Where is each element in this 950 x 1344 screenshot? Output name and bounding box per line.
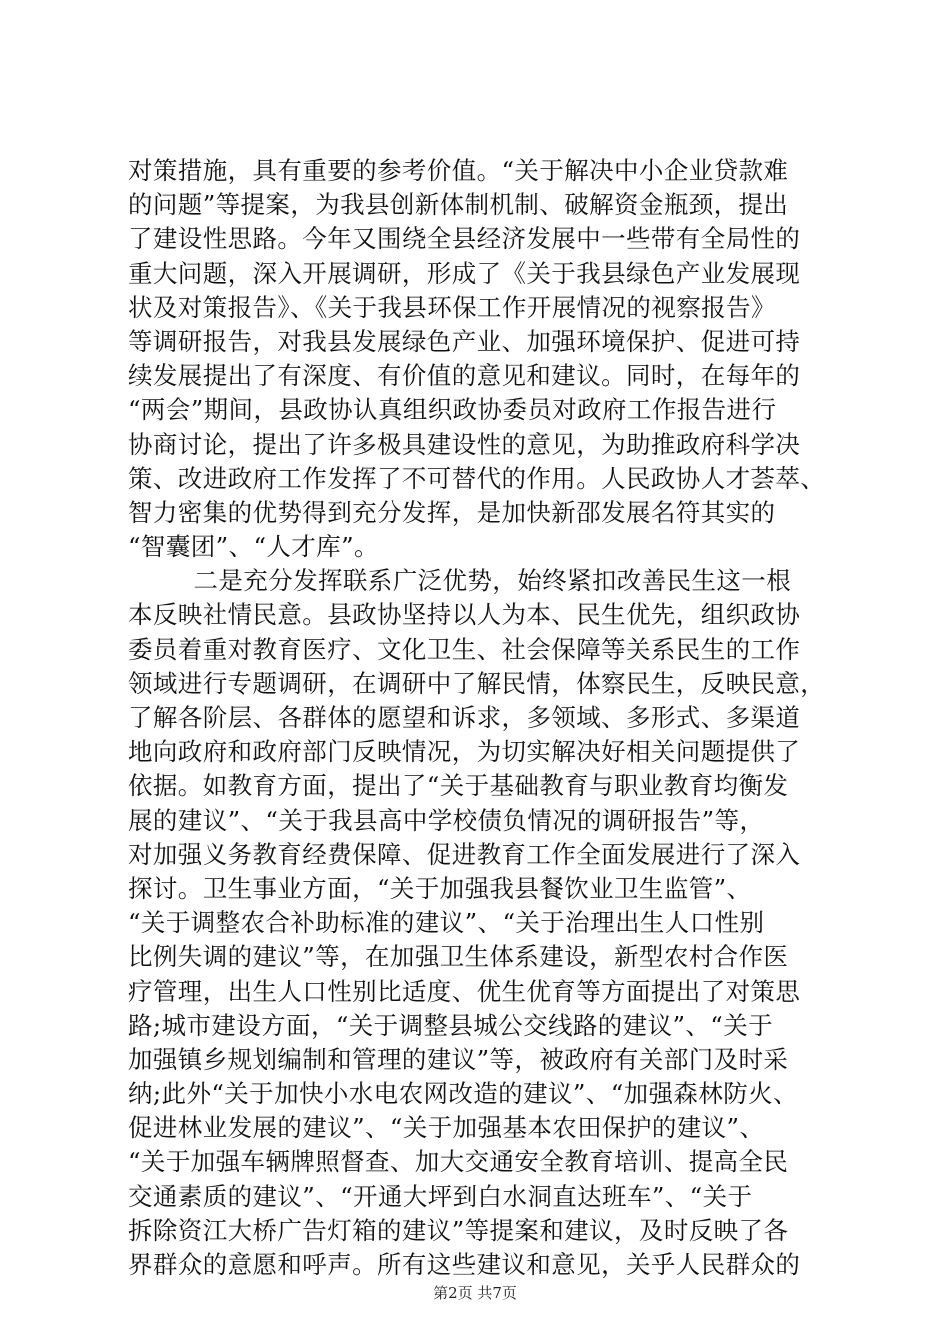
- page-number-footer: 第2页 共7页: [433, 1284, 517, 1302]
- text-line: 路;城市建设方面，“关于调整县城公交线路的建议”、“关于: [128, 1010, 774, 1040]
- text-line: 智力密集的优势得到充分发挥，是加快新邵发展名符其实的: [128, 497, 776, 527]
- text-line: 对加强义务教育经费保障、促进教育工作全面发展进行了深入: [128, 839, 801, 869]
- text-line: 依据。如教育方面，提出了“关于基础教育与职业教育均衡发: [128, 771, 789, 801]
- text-line: 纳;此外“关于加快小水电农网改造的建议”、“加强森林防火、: [128, 1079, 798, 1109]
- text-line: 探讨。卫生事业方面，“关于加强我县餐饮业卫生监管”、: [128, 873, 752, 903]
- text-line: “关于加强车辆牌照督查、加大交通安全教育培训、提高全民: [128, 1147, 789, 1177]
- text-line: 本反映社情民意。县政协坚持以人为本、民生优先，组织政协: [128, 600, 801, 630]
- text-line: 了建设性思路。今年又围绕全县经济发展中一些带有全局性的: [128, 224, 801, 254]
- text-line: 状及对策报告》、《关于我县环保工作开展情况的视察报告》: [128, 292, 776, 322]
- text-line: 展的建议”、“关于我县高中学校债负情况的调研报告”等，: [128, 805, 765, 835]
- text-line: 比例失调的建议”等，在加强卫生体系建设，新型农村合作医: [128, 942, 789, 972]
- text-line: “两会”期间，县政协认真组织政协委员对政府工作报告进行: [128, 395, 777, 425]
- text-line: 等调研报告，对我县发展绿色产业、加强环境保护、促进可持: [128, 326, 801, 356]
- text-line: 的问题”等提案，为我县创新体制机制、破解资金瓶颈，提出: [128, 190, 789, 220]
- body-text: [128, 154, 848, 1282]
- text-line: 了解各阶层、各群体的愿望和诉求，多领域、多形式、多渠道: [128, 703, 801, 732]
- text-line: 疗管理，出生人口性别比适度、优生优育等方面提出了对策思: [128, 976, 801, 1006]
- text-line: 重大问题，深入开展调研，形成了《关于我县绿色产业发展现: [128, 258, 801, 288]
- text-line: 二是充分发挥联系广泛优势，始终紧扣改善民生这一根: [128, 566, 792, 596]
- text-line: 领域进行专题调研，在调研中了解民情，体察民生，反映民意，: [128, 668, 826, 698]
- text-line: 策、改进政府工作发挥了不可替代的作用。人民政协人才荟萃、: [128, 463, 826, 493]
- text-line: 续发展提出了有深度、有价值的意见和建议。同时，在每年的: [128, 361, 801, 391]
- text-line: 委员着重对教育医疗、文化卫生、社会保障等关系民生的工作: [128, 634, 801, 664]
- text-line: “智囊团”、“人才库”。: [128, 532, 379, 562]
- text-line: “关于调整农合补助标准的建议”、“关于治理出生人口性别: [128, 908, 765, 938]
- text-line: 对策措施，具有重要的参考价值。“关于解决中小企业贷款难: [128, 156, 789, 185]
- text-line: 拆除资江大桥广告灯箱的建议”等提案和建议，及时反映了各: [128, 1215, 789, 1245]
- text-line: 地向政府和政府部门反映情况，为切实解决好相关问题提供了: [128, 737, 801, 767]
- text-line: 加强镇乡规划编制和管理的建议”等，被政府有关部门及时采: [128, 1044, 789, 1074]
- text-line: 促进林业发展的建议”、“关于加强基本农田保护的建议”、: [128, 1113, 765, 1143]
- text-line: 界群众的意愿和呼声。所有这些建议和意见，关乎人民群众的: [128, 1250, 801, 1279]
- text-line: 协商讨论，提出了许多极具建设性的意见，为助推政府科学决: [128, 429, 801, 459]
- text-line: 交通素质的建议”、“开通大坪到白水洞直达班车”、“关于: [128, 1181, 753, 1211]
